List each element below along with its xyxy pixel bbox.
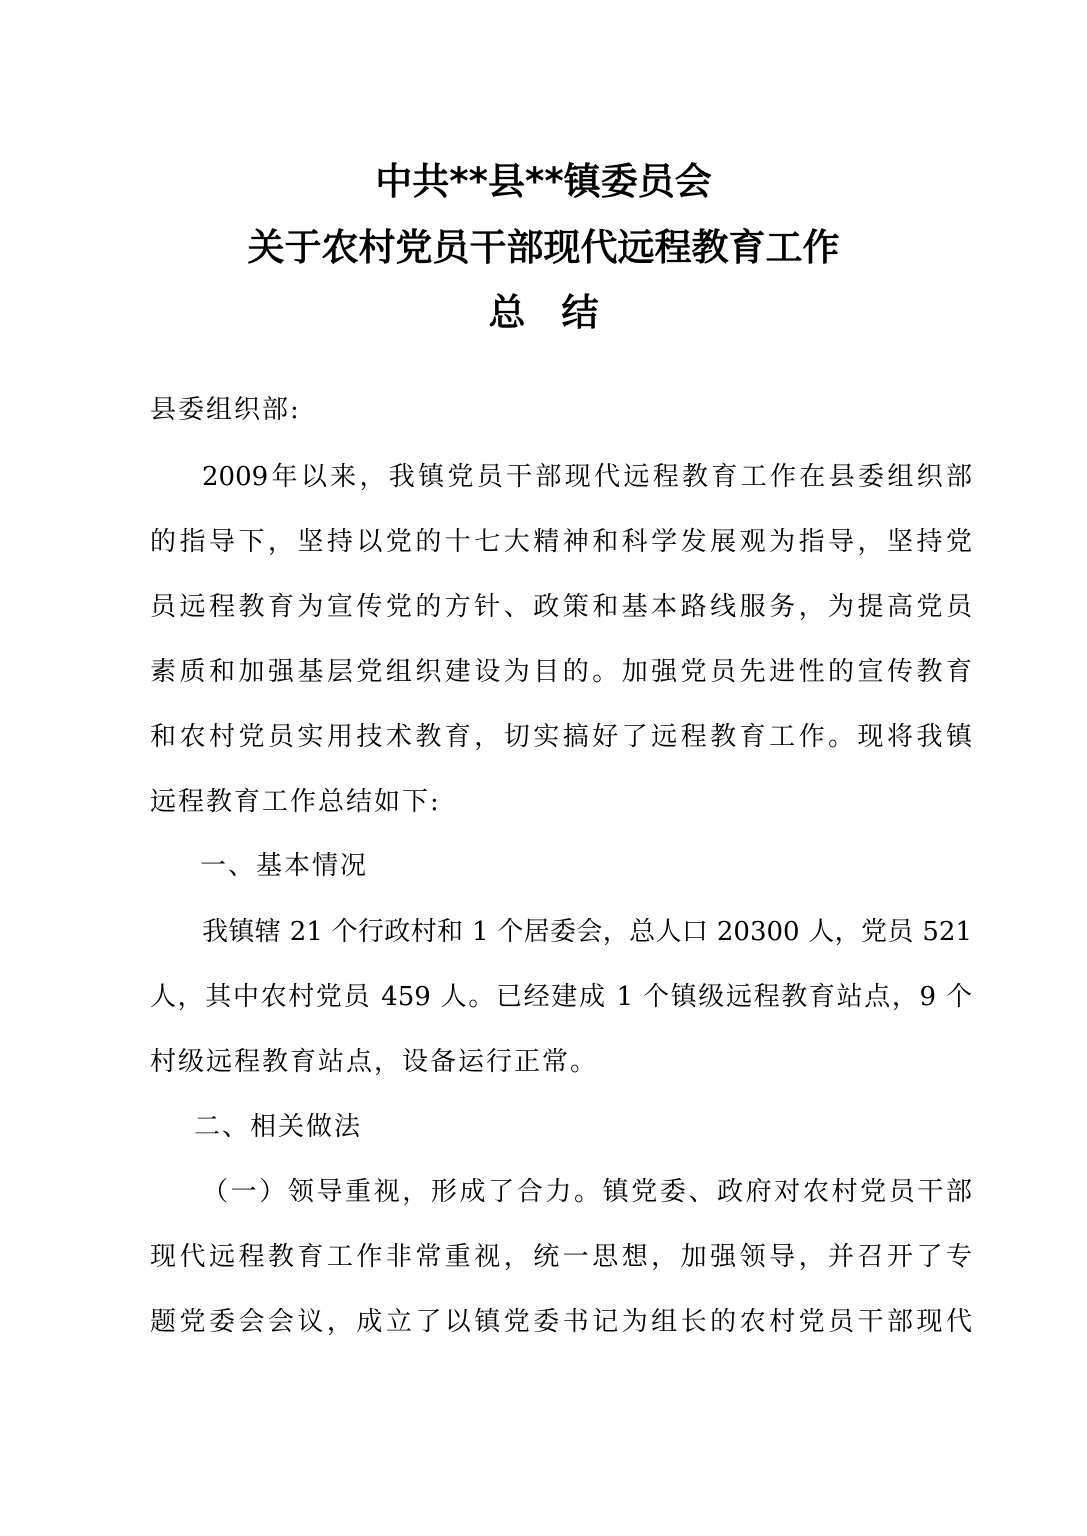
paragraph-line: 2009年以来，我镇党员干部现代远程教育工作在县委组织部 xyxy=(202,462,972,492)
section-heading-basic: 一、基本情况 xyxy=(200,851,369,881)
salutation: 县委组织部: xyxy=(150,395,301,425)
paragraph-line: 村级远程教育站点，设备运行正常。 xyxy=(150,1047,599,1077)
paragraph-line: 现代远程教育工作非常重视，统一思想，加强领导，并召开了专 xyxy=(150,1242,972,1272)
paragraph-line: 的指导下，坚持以党的十七大精神和科学发展观为指导，坚持党 xyxy=(150,527,972,557)
document-title-line-2: 关于农村党员干部现代远程教育工作 xyxy=(247,226,840,269)
paragraph-line: 员远程教育为宣传党的方针、政策和基本路线服务，为提高党员 xyxy=(150,592,972,622)
document-title-line-3: 总结 xyxy=(488,291,635,334)
paragraph-line: 我镇辖 21 个行政村和 1 个居委会，总人口 20300 人，党员 521 xyxy=(202,917,972,947)
paragraph-line: （一）领导重视，形成了合力。镇党委、政府对农村党员干部 xyxy=(202,1177,972,1207)
paragraph-line: 人，其中农村党员 459 人。已经建成 1 个镇级远程教育站点，9 个 xyxy=(150,982,972,1012)
section-heading-practices: 二、相关做法 xyxy=(194,1112,363,1142)
paragraph-line: 和农村党员实用技术教育，切实搞好了远程教育工作。现将我镇 xyxy=(150,722,972,752)
paragraph-line: 素质和加强基层党组织建设为目的。加强党员先进性的宣传教育 xyxy=(150,657,972,687)
paragraph-line: 远程教育工作总结如下: xyxy=(150,787,441,817)
document-title-line-1: 中共**县**镇委员会 xyxy=(375,160,712,203)
paragraph-line: 题党委会会议，成立了以镇党委书记为组长的农村党员干部现代 xyxy=(150,1307,972,1337)
